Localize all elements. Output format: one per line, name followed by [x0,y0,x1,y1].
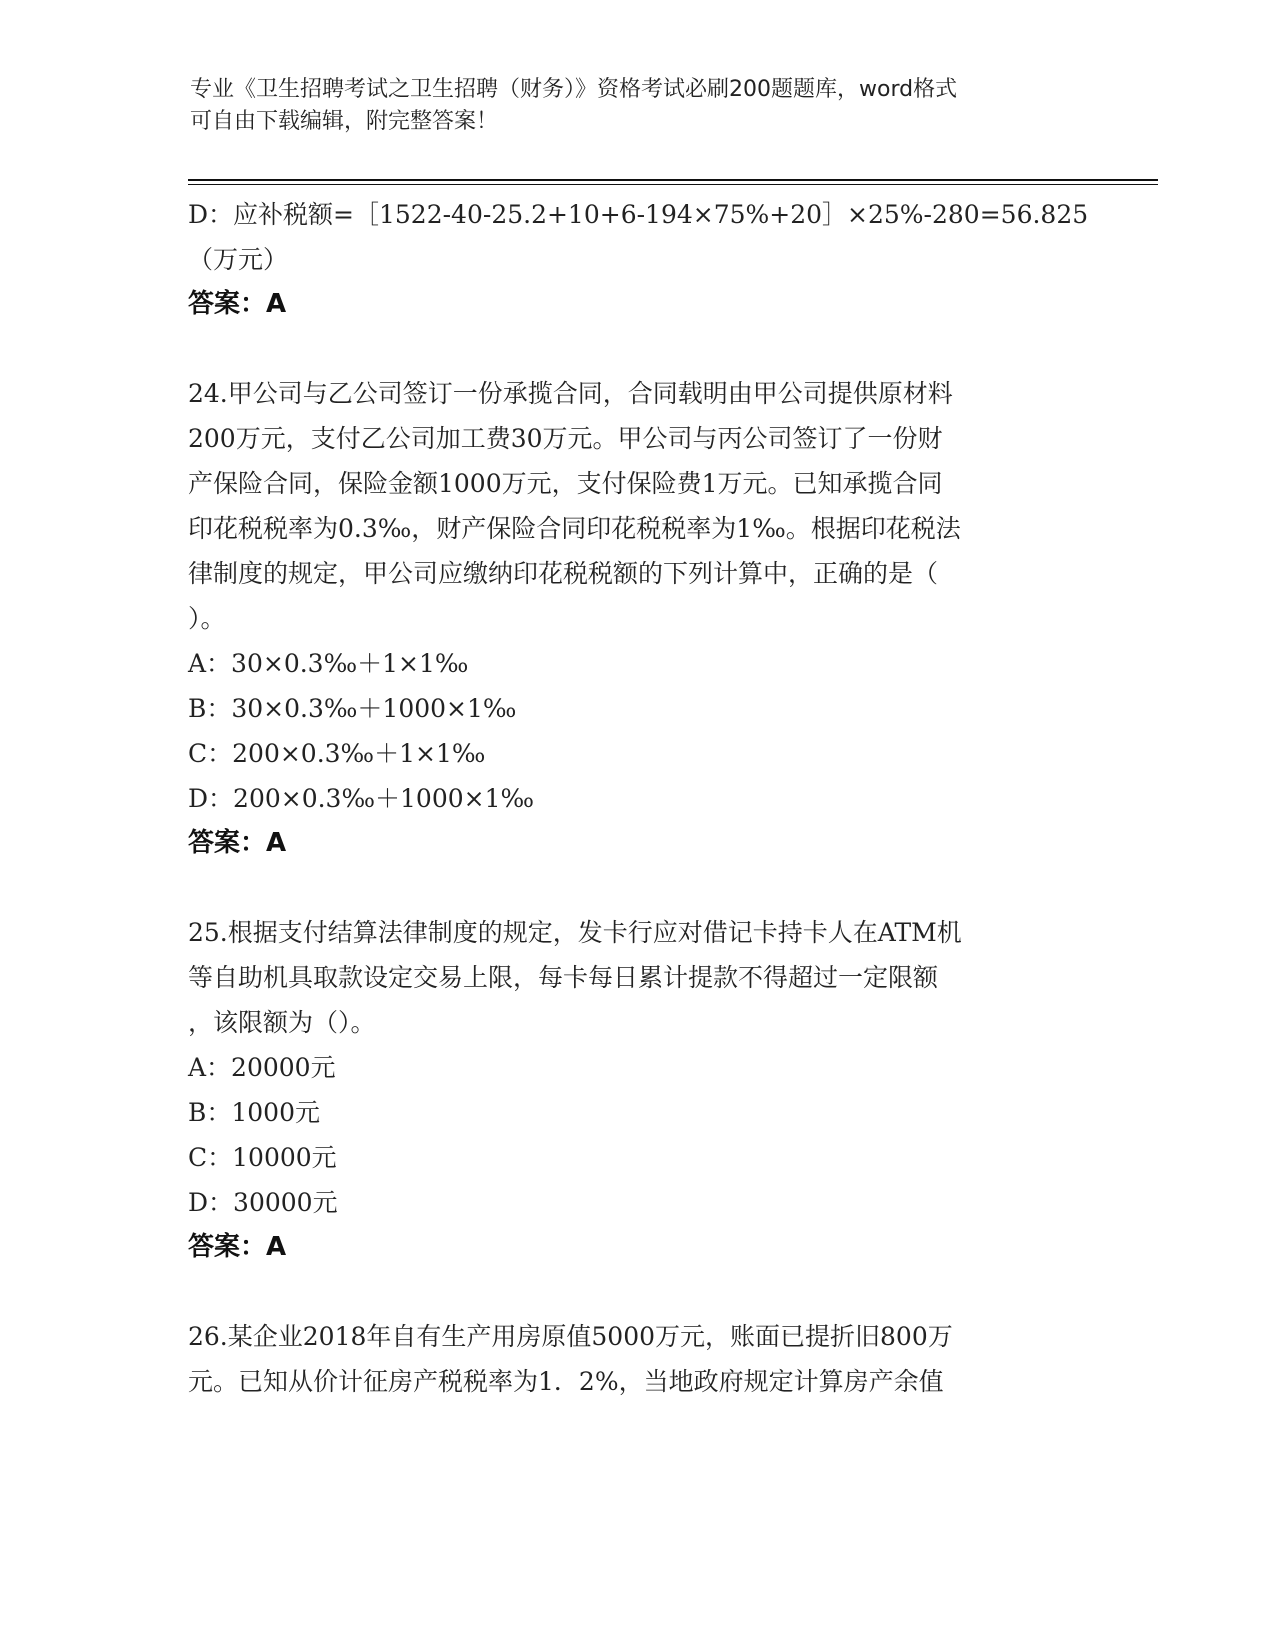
option-d: D：30000元 [188,1188,338,1217]
header-line-1: 专业《卫生招聘考试之卫生招聘（财务）》资格考试必刷200题题库，word格式 [190,77,958,102]
option-a: A：20000元 [188,1053,336,1082]
question-text-line: 律制度的规定，甲公司应缴纳印花税税额的下列计算中，正确的是（ [188,559,939,588]
option-d: D：200×0.3‰＋1000×1‰ [188,784,535,813]
question-text-line: ）。 [188,604,226,633]
question-text-line: 24.甲公司与乙公司签订一份承揽合同，合同载明由甲公司提供原材料 [188,379,953,408]
header-rule-thick [188,179,1158,181]
header-line-2: 可自由下载编辑，附完整答案！ [190,109,499,134]
question-23-tail [188,192,1089,327]
page-header [190,74,1070,138]
question-text-line: ，该限额为（）。 [188,1008,376,1037]
question-25 [188,910,1078,1270]
option-c: C：200×0.3‰＋1×1‰ [188,739,486,768]
option-d-line: D：应补税额=［1522-40-25.2+10+6-194×75%+20］×25%-280=56.825 [188,200,1089,229]
question-spacer [188,327,1078,371]
answer-label: 答案：A [188,289,287,319]
question-spacer [188,1270,1078,1314]
answer-label: 答案：A [188,1232,287,1262]
question-spacer [188,866,1078,910]
question-text-line: 产保险合同，保险金额1000万元，支付保险费1万元。已知承揽合同 [188,469,943,498]
question-text-line: 元。已知从价计征房产税税率为1．2%，当地政府规定计算房产余值 [188,1367,944,1396]
option-c: C：10000元 [188,1143,337,1172]
option-a: A：30×0.3‰＋1×1‰ [188,649,469,678]
question-24 [188,371,1078,866]
header-rule-thin [188,184,1158,185]
question-26 [188,1314,1078,1404]
option-b: B：1000元 [188,1098,320,1127]
question-text-line: 等自助机具取款设定交易上限，每卡每日累计提款不得超过一定限额 [188,963,939,992]
option-d-unit: （万元） [188,245,289,274]
question-text-line: 26.某企业2018年自有生产用房原值5000万元，账面已提折旧800万 [188,1322,953,1351]
question-text-line: 印花税税率为0.3‰，财产保险合同印花税税率为1‰。根据印花税法 [188,514,961,543]
document-body [188,192,1089,1404]
question-text-line: 25.根据支付结算法律制度的规定，发卡行应对借记卡持卡人在ATM机 [188,918,962,947]
option-b: B：30×0.3‰＋1000×1‰ [188,694,517,723]
answer-label: 答案：A [188,828,287,858]
question-text-line: 200万元，支付乙公司加工费30万元。甲公司与丙公司签订了一份财 [188,424,943,453]
